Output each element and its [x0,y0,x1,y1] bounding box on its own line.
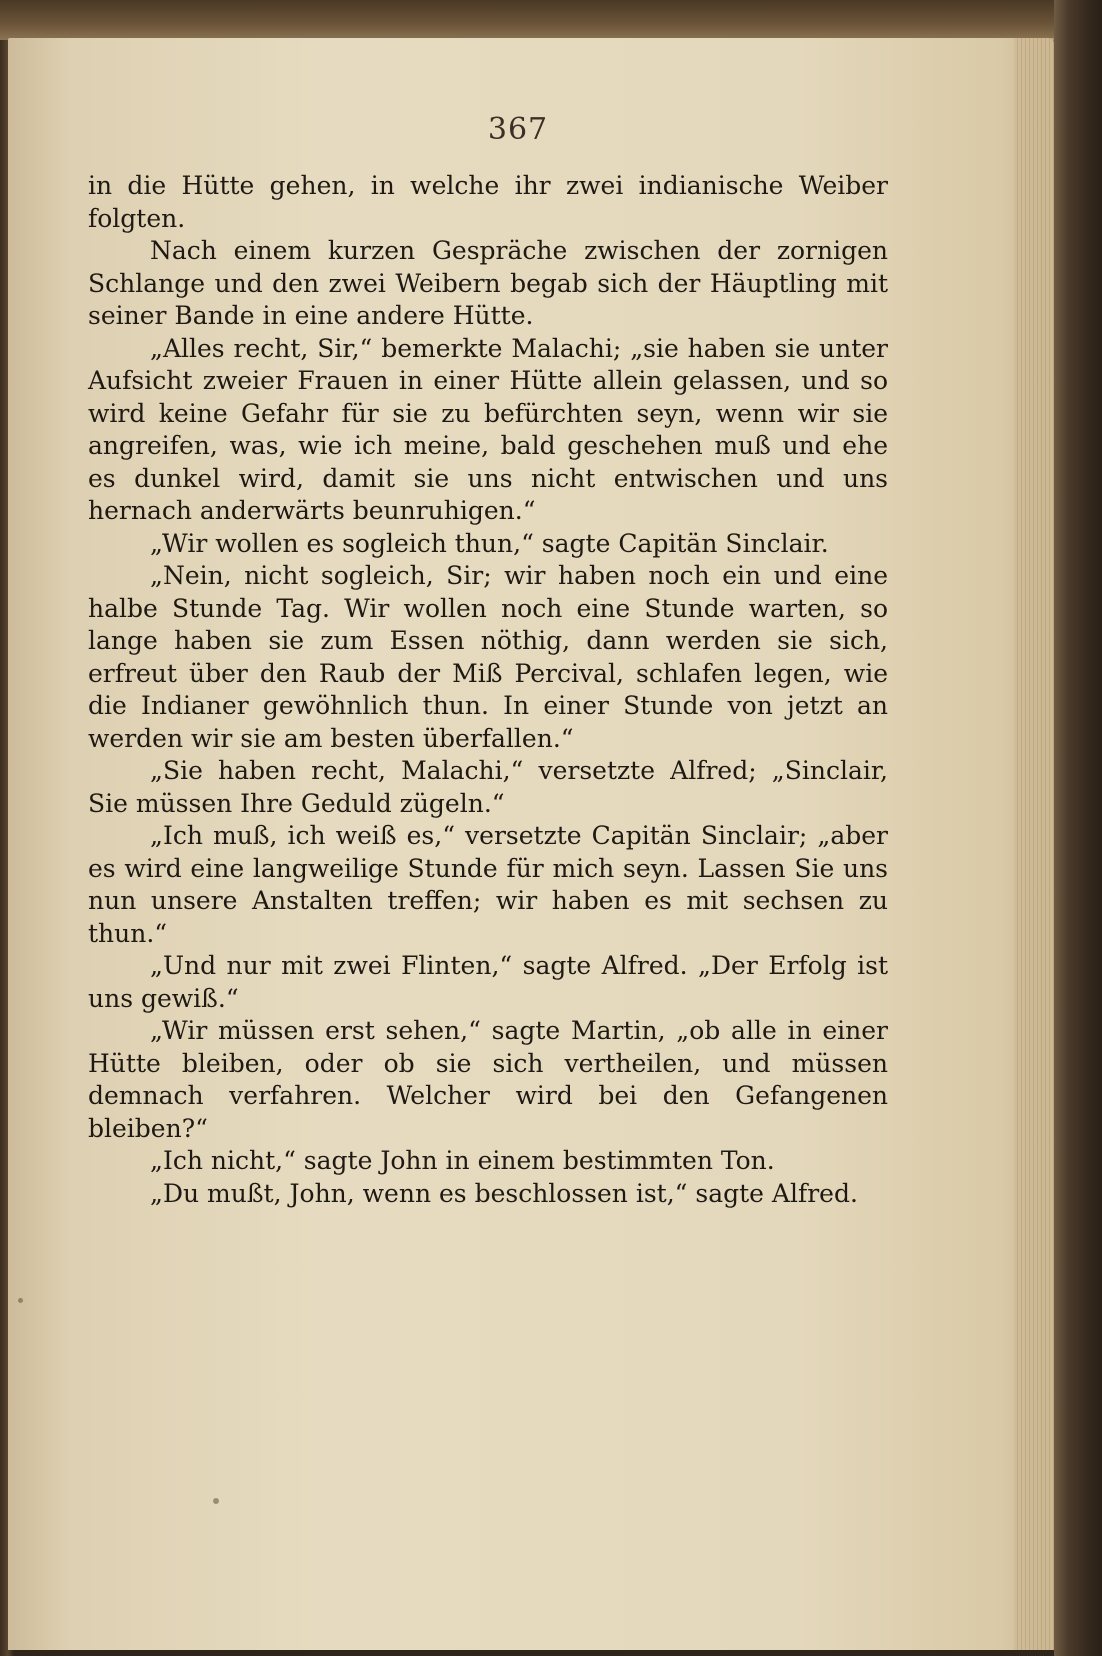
paragraph: „Sie haben recht, Malachi,“ versetzte Alfred; „Sinclair, Sie müssen Ihre Geduld zügeln.“ [88,756,888,818]
paper-speck [213,1498,219,1504]
book-cover-top [0,0,1102,40]
book-cover-edge [1054,0,1102,1656]
page-number: 367 [487,112,549,147]
paragraph: Nach einem kurzen Gespräche zwischen der zornigen Schlange und den zwei Weibern begab sich der Häuptling mit seiner Bande in eine andere Hütte. [88,236,888,330]
paper-speck [18,1298,23,1303]
paragraph: „Ich muß, ich weiß es,“ versetzte Capitän Sinclair; „aber es wird eine langweilige Stunde für mich seyn. Lassen Sie uns nun unsere Anstalten treffen; wir haben es mit sechsen zu thun.“ [88,821,888,948]
paragraph: „Und nur mit zwei Flinten,“ sagte Alfred. „Der Erfolg ist uns gewiß.“ [88,951,888,1013]
body-text [88,170,888,1210]
page-edges [1014,38,1054,1650]
paragraph: „Alles recht, Sir,“ bemerkte Malachi; „sie haben sie unter Aufsicht zweier Frauen in einer Hütte allein gelassen, und so wird keine Gefahr für sie zu befürchten seyn, wenn wir sie angreifen, was, wie ich meine, bald geschehen muß und ehe es dunkel wird, damit sie uns nicht entwischen und uns hernach anderwärts beunruhigen.“ [88,333,888,525]
paragraph: „Wir wollen es sogleich thun,“ sagte Capitän Sinclair. [150,528,829,558]
book-page [8,38,1054,1650]
paragraph: „Du mußt, John, wenn es beschlossen ist,“ sagte Alfred. [150,1178,858,1208]
paragraph: „Ich nicht,“ sagte John in einem bestimmten Ton. [150,1146,775,1175]
paragraph: „Nein, nicht sogleich, Sir; wir haben noch ein und eine halbe Stunde Tag. Wir wollen noch eine Stunde warten, so lange haben sie zum Essen nöthig, dann werden sie sich, erfreut über den Raub der Miß Percival, schlafen legen, wie die Indianer gewöhnlich thun. In einer Stunde von jetzt an werden wir sie am besten überfallen.“ [88,561,888,753]
paragraph: in die Hütte gehen, in welche ihr zwei indianische Weiber folgten. [88,171,888,233]
paragraph: „Wir müssen erst sehen,“ sagte Martin, „ob alle in einer Hütte bleiben, oder ob sie sich vertheilen, und müssen demnach verfahren. Welcher wird bei den Gefangenen bleiben?“ [88,1016,888,1143]
